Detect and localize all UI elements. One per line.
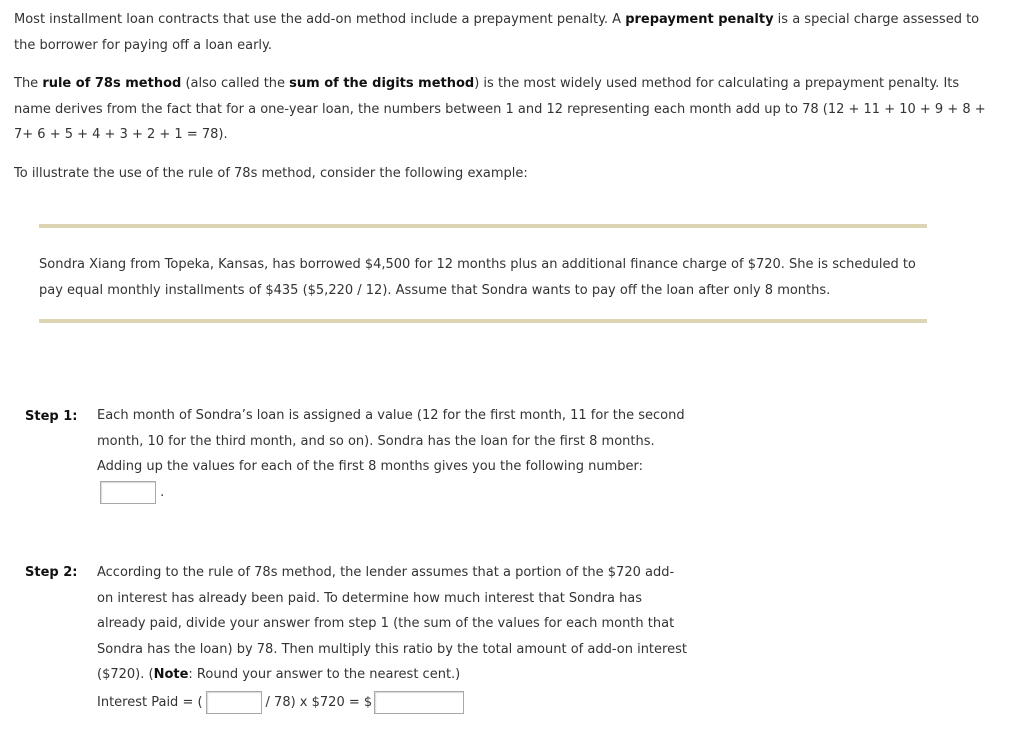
step1-answer-row <box>100 481 164 504</box>
step1-label: Step 1: <box>25 409 78 424</box>
step1-answer-input[interactable] <box>100 481 156 504</box>
intro-text: Most installment loan contracts that use the add-on method include a prepayment penalty. A <box>14 12 626 27</box>
term-prepayment-penalty: prepayment penalty <box>625 12 774 27</box>
interest-paid-input[interactable] <box>374 691 464 714</box>
intro-text: (also called the <box>181 76 290 91</box>
intro-text: ) is the most widely used method for calculating a prepayment penalty. Its name derives from the fact that for a one-year loan, the numbers between 1 and 12 representing each month add up to 78 (12 + 11 + 10 + 9 + 8 + 7+ 6 + 5 + 4 + 3 + 2 + 1 = 78). <box>14 76 986 142</box>
example-text: Sondra Xiang from Topeka, Kansas, has borrowed $4,500 for 12 months plus an additional finance charge of $720. She is scheduled to pay equal monthly installments of $435 ($5,220 / 12). Assume that Sondra wants to pay off the loan after only 8 months. <box>39 257 916 298</box>
intro-text: is a special charge assessed to the borrower for paying off a loan early. <box>14 12 980 53</box>
intro-paragraph-3: To illustrate the use of the rule of 78s method, consider the following example: <box>14 166 528 181</box>
sum-input[interactable] <box>206 691 262 714</box>
eq-prefix: Interest Paid = ( <box>97 695 203 710</box>
intro-paragraph-1 <box>14 7 999 58</box>
step2-note-text: : Round your answer to the nearest cent.) <box>188 667 461 682</box>
step2-label: Step 2: <box>25 565 78 580</box>
note-label: Note <box>153 667 189 682</box>
intro-text: The <box>14 76 43 91</box>
example-box <box>39 224 927 323</box>
step2-text <box>97 560 687 688</box>
term-sum-of-digits: sum of the digits method <box>289 76 475 91</box>
step1-text: Each month of Sondra’s loan is assigned a value (12 for the first month, 11 for the second month, 10 for the third month, and so on). Sondra has the loan for the first 8 months. Adding up the values for each of the first 8 months gives you the following number: <box>97 408 685 474</box>
interest-equation <box>97 691 464 714</box>
step1-period: . <box>160 485 165 500</box>
step2-instructions: According to the rule of 78s method, the lender assumes that a portion of the $720 add-on interest has already been paid. To determine how much interest that Sondra has already paid, divide your answer from step 1 (the sum of the values for each month that Sondra has the loan) by 78. Then multiply this ratio by the total amount of add-on interest ($720). ( <box>97 565 687 682</box>
term-rule-of-78s: rule of 78s method <box>42 76 182 91</box>
eq-middle: / 78) x $720 = $ <box>265 695 373 710</box>
intro-paragraph-2 <box>14 71 999 148</box>
